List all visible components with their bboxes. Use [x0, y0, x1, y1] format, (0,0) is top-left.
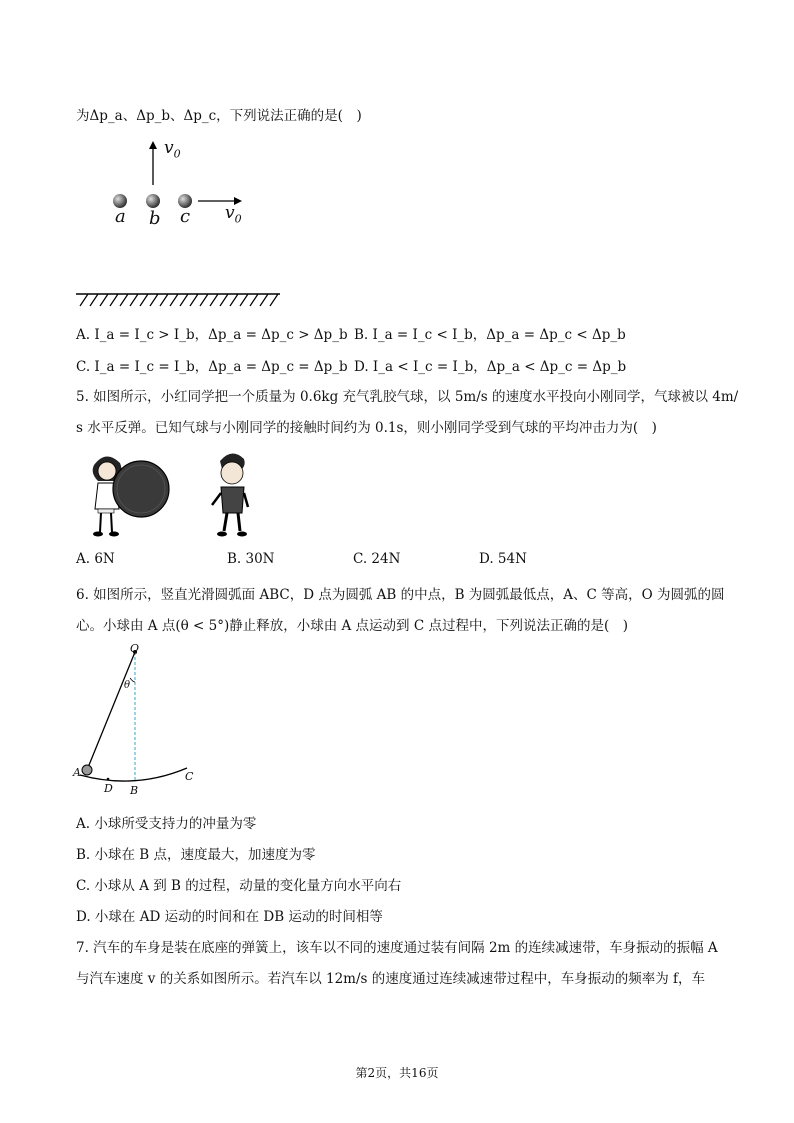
q6-option-c: C. 小球从 A 到 B 的过程，动量的变化量方向水平向右: [76, 878, 402, 894]
small-ball: [82, 765, 92, 775]
q6-text-line1: 6. 如图所示，竖直光滑圆弧面 ABC，D 点为圆弧 AB 的中点，B 为圆弧最低点，A、C 等高，O 为圆弧的圆: [76, 587, 725, 603]
q5-option-a: A. 6N: [76, 551, 115, 567]
label-O: O: [130, 642, 140, 655]
q6-text-line2: 心。小球由 A 点(θ < 5°)静止释放，小球由 A 点运动到 C 点过程中，下列说法正确的是( ): [76, 618, 629, 634]
string-OA: [87, 652, 135, 770]
v0-label-right: $v_0$: [225, 203, 242, 226]
q7-text-line2: 与汽车速度 v 的关系如图所示。若汽车以 12m/s 的速度通过连续减速带过程中，车身振动的频率为 f，车: [76, 971, 706, 987]
label-A: A: [73, 766, 81, 779]
q4-option-c: C. I_a = I_c = I_b，Δp_a = Δp_c = Δp_b: [76, 359, 348, 375]
q4-option-d: D. I_a < I_c = I_b，Δp_a < Δp_c = Δp_b: [354, 359, 627, 375]
q4-option-b: B. I_a = I_c < I_b，Δp_a = Δp_c < Δp_b: [354, 327, 626, 343]
q5-illustration: [84, 447, 254, 542]
q5-option-d: D. 54N: [479, 551, 527, 567]
q7-text-line1: 7. 汽车的车身是装在底座的弹簧上，该车以不同的速度通过装有间隔 2m 的连续减速带，车身振动的振幅 A: [76, 940, 718, 956]
q6-option-d: D. 小球在 AD 运动的时间和在 DB 运动的时间相等: [76, 909, 383, 925]
q5-text-line2: s 水平反弹。已知气球与小刚同学的接触时间约为 0.1s，则小刚同学受到气球的平均冲击力为( ): [76, 420, 657, 436]
q6-option-b: B. 小球在 B 点，速度最大，加速度为零: [76, 847, 316, 863]
label-C: C: [185, 770, 194, 783]
label-D: D: [104, 782, 113, 795]
label-B: B: [130, 784, 139, 797]
q5-option-c: C. 24N: [353, 551, 401, 567]
ball-label-b: b: [149, 208, 161, 229]
q5-text-line1: 5. 如图所示，小红同学把一个质量为 0.6kg 充气乳胶气球，以 5m/s 的速度水平投向小刚同学，气球被以 4m/: [76, 389, 739, 405]
ball-b: [146, 194, 160, 208]
balls-figure: [100, 135, 300, 235]
v0-label-top: $v_0$: [164, 138, 181, 161]
label-theta: θ: [124, 680, 131, 691]
ball-label-c: c: [180, 206, 191, 227]
ground-surface: [76, 292, 281, 308]
question-intro-line: 为Δp_a、Δp_b、Δp_c，下列说法正确的是( ): [76, 108, 362, 124]
q5-option-b: B. 30N: [227, 551, 275, 567]
page-footer: 第2页，共16页: [355, 1066, 439, 1080]
ball-label-a: a: [115, 206, 126, 227]
arc-ABC: [80, 768, 187, 781]
q4-option-a: A. I_a = I_c > I_b，Δp_a = Δp_c > Δp_b: [76, 327, 348, 343]
balloon: [113, 461, 169, 517]
boy-figure: [212, 453, 248, 536]
q6-option-a: A. 小球所受支持力的冲量为零: [76, 816, 257, 832]
